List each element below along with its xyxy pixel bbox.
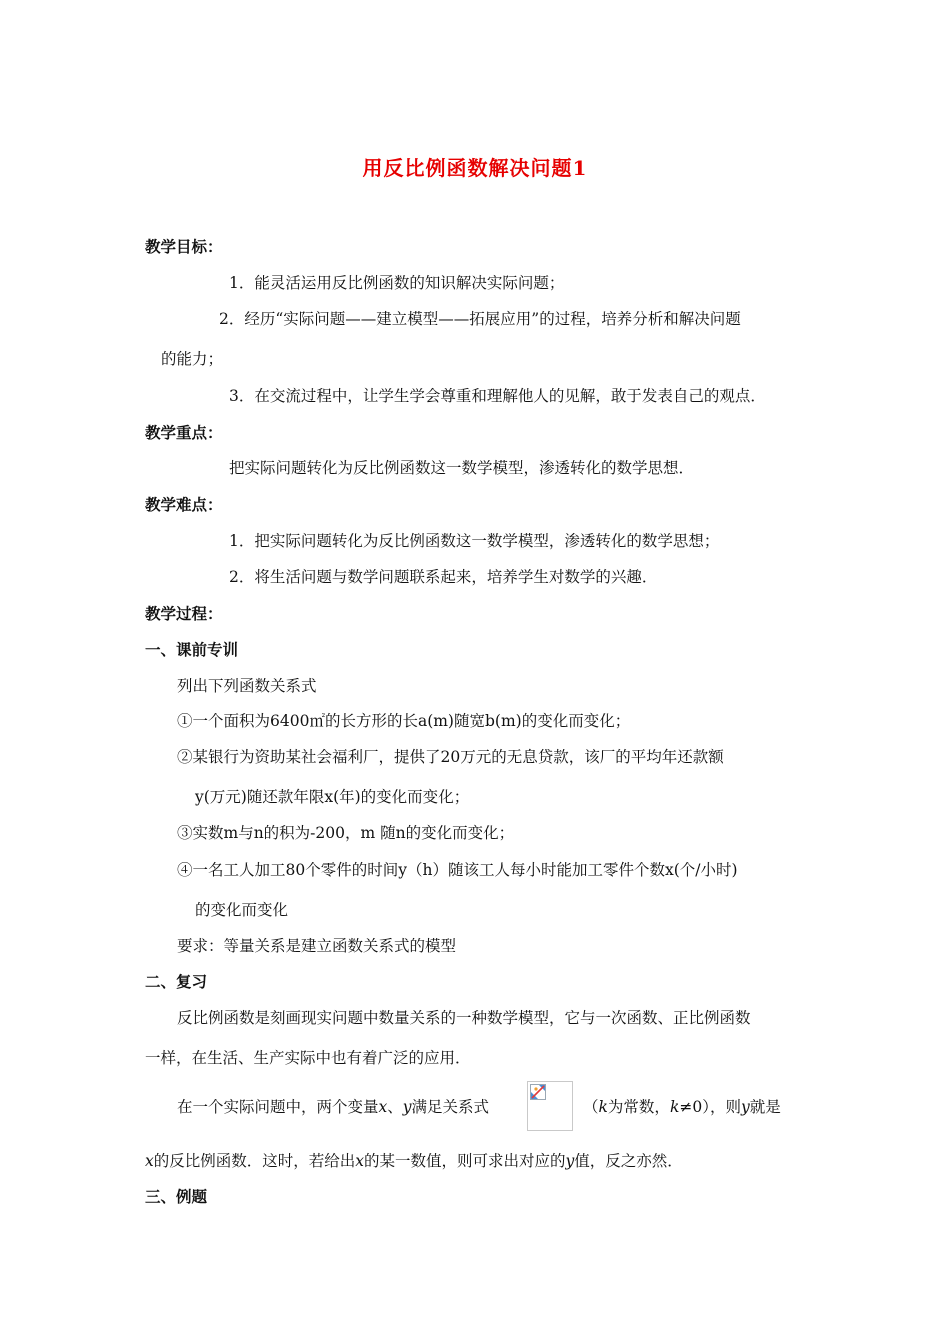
variable-x: x [378,1098,388,1116]
difficulty-item-1: 1．把实际问题转化为反比例函数这一数学模型，渗透转化的数学思想； [229,532,720,550]
broken-image-icon [530,1084,546,1100]
section1-intro: 列出下列函数关系式 [177,677,317,695]
section1-item-2-cont: y(万元)随还款年限x(年)的变化而变化； [195,788,470,806]
process-heading: 教学过程： [145,604,223,623]
variable-y: y [402,1098,412,1116]
section2-para2-line1a [177,1096,489,1118]
text-run: 满足关系式 [411,1098,490,1116]
goal-item-3: 3．在交流过程中，让学生学会尊重和理解他人的见解，敢于发表自己的观点． [229,387,766,405]
section2-para1-line2: 一样，在生活、生产实际中也有着广泛的应用． [145,1049,471,1067]
section1-item-4: ④一名工人加工80个零件的时间y（h）随该工人每小时能加工零件个数x(个/小时) [177,861,738,879]
key-points-heading: 教学重点： [145,423,223,442]
text-run: 在一个实际问题中，两个变量 [177,1098,379,1116]
goal-item-2-cont: 的能力； [161,350,224,368]
text-run: 、 [387,1098,403,1116]
page-title: 用反比例函数解决问题1 [362,156,588,180]
variable-k: k [669,1098,680,1116]
goal-item-2: 2．经历“实际问题——建立模型——拓展应用”的过程，培养分析和解决问题 [219,310,741,328]
difficulties-heading: 教学难点： [145,495,223,514]
text-run: （ [583,1098,599,1116]
section2-para2-line1b [583,1096,781,1118]
text-run: 的某一数值，则可求出对应的 [364,1152,566,1170]
section2-para1-line1: 反比例函数是刻画现实问题中数量关系的一种数学模型，它与一次函数、正比例函数 [177,1009,751,1027]
text-run: 的反比例函数．这时，若给出 [153,1152,356,1170]
difficulty-item-2: 2．将生活问题与数学问题联系起来，培养学生对数学的兴趣． [229,568,658,586]
variable-x: x [355,1152,365,1170]
section2-para2-line2 [145,1150,683,1172]
goals-heading: 教学目标： [145,237,223,256]
section1-heading: 一、课前专训 [145,640,239,659]
text-run: 就是 [749,1098,781,1116]
section1-item-3: ③实数m与n的积为-200，m 随n的变化而变化； [177,824,515,842]
section1-item-2: ②某银行为资助某社会福利厂，提供了20万元的无息贷款，该厂的平均年还款额 [177,748,724,766]
formula-image-placeholder [527,1081,573,1131]
text-run: 值，反之亦然． [574,1152,683,1170]
variable-y: y [740,1098,750,1116]
section3-heading: 三、例题 [145,1187,208,1206]
section1-item-1: ①一个面积为6400㎡的长方形的长a(m)随宽b(m)的变化而变化； [177,712,631,730]
text-run: 为常数， [607,1098,670,1116]
key-points-text: 把实际问题转化为反比例函数这一数学模型，渗透转化的数学思想． [229,459,695,477]
text-run: ≠0），则 [679,1098,741,1116]
section2-heading: 二、复习 [145,972,208,991]
variable-y: y [565,1152,575,1170]
goal-item-1: 1．能灵活运用反比例函数的知识解决实际问题； [229,274,565,292]
variable-x: x [145,1152,154,1170]
section1-item-4-cont: 的变化而变化 [195,901,289,919]
section1-requirement: 要求：等量关系是建立函数关系式的模型 [177,937,457,955]
variable-k: k [598,1098,608,1116]
